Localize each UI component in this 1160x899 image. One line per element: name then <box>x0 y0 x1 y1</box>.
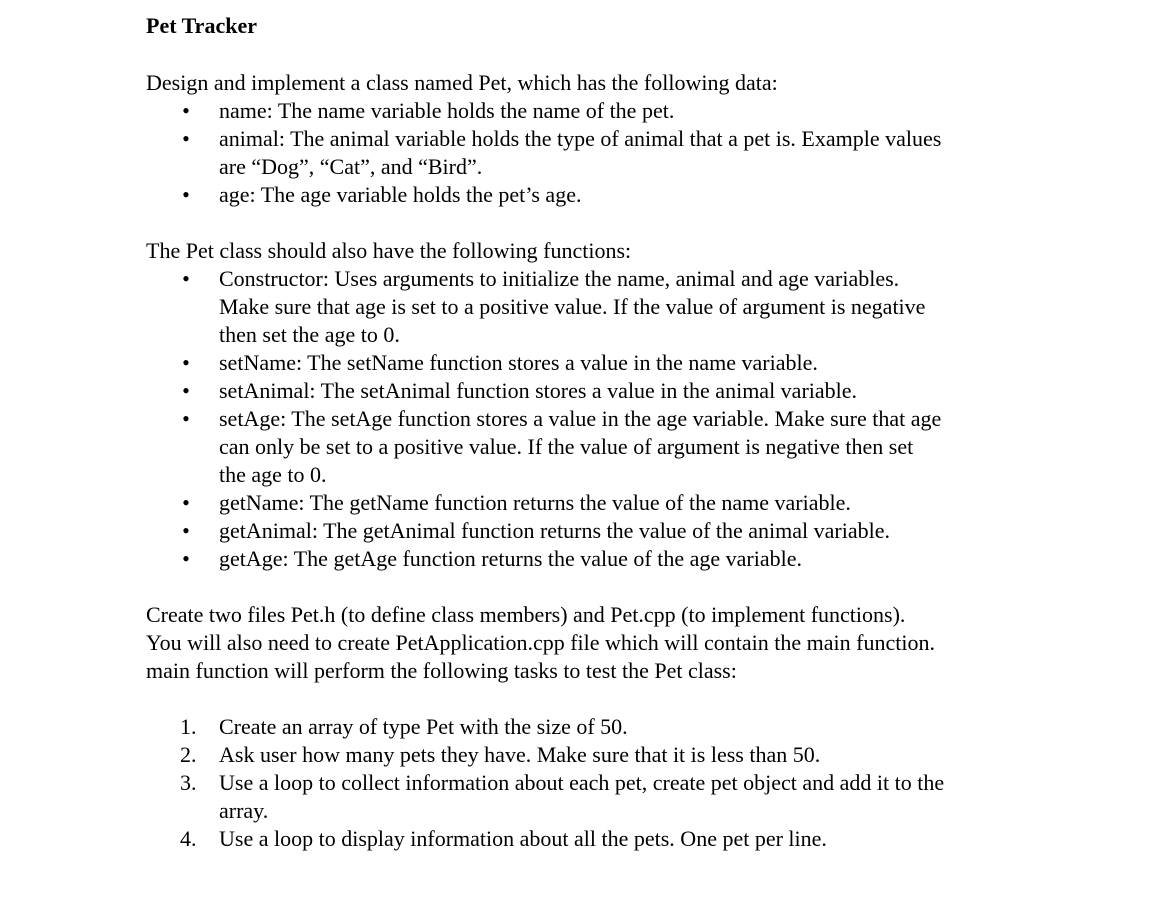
list-item-text: the age to 0. <box>219 462 327 487</box>
list-item-text: getName: The getName function returns the value of the name variable. <box>219 490 851 515</box>
list-item-text: setAge: The setAge function stores a value in the age variable. Make sure that age <box>219 406 942 431</box>
list-item-text: age: The age variable holds the pet’s age. <box>219 182 582 207</box>
list-number: 1. <box>180 714 197 739</box>
list-item-text: are “Dog”, “Cat”, and “Bird”. <box>219 154 483 179</box>
bullet-icon: • <box>182 98 190 123</box>
list-item <box>146 181 941 209</box>
list-item-text: setName: The setName function stores a value in the name variable. <box>219 350 818 375</box>
list-item-text: Constructor: Uses arguments to initialize the name, animal and age variables. <box>219 266 900 291</box>
list-item-text: then set the age to 0. <box>219 322 400 347</box>
bullet-icon: • <box>182 182 190 207</box>
list-item-text: getAnimal: The getAnimal function returns the value of the animal variable. <box>219 518 890 543</box>
bullet-icon: • <box>182 546 190 571</box>
list-item <box>146 517 941 545</box>
numbered-list-item <box>146 769 944 825</box>
numbered-list-item <box>146 713 944 741</box>
list-item-text: Use a loop to collect information about each pet, create pet object and add it to the <box>219 770 945 795</box>
functions-list <box>146 265 941 573</box>
bullet-icon: • <box>182 406 190 431</box>
data-members-list <box>146 97 941 209</box>
bullet-icon: • <box>182 266 190 291</box>
list-item <box>146 349 941 377</box>
paragraph-line: Create two files Pet.h (to define class members) and Pet.cpp (to implement functions). <box>146 602 906 627</box>
list-item <box>146 489 941 517</box>
bullet-icon: • <box>182 378 190 403</box>
data-intro-paragraph: Design and implement a class named Pet, which has the following data: <box>146 70 778 95</box>
paragraph-line: main function will perform the following tasks to test the Pet class: <box>146 658 737 683</box>
list-item-text: name: The name variable holds the name of the pet. <box>219 98 675 123</box>
list-item <box>146 377 941 405</box>
list-item-text: setAnimal: The setAnimal function stores a value in the animal variable. <box>219 378 858 403</box>
bullet-icon: • <box>182 518 190 543</box>
list-item <box>146 97 941 125</box>
list-number: 4. <box>180 826 197 851</box>
list-item <box>146 125 941 181</box>
list-number: 3. <box>180 770 197 795</box>
list-item-text: Use a loop to display information about all the pets. One pet per line. <box>219 826 827 851</box>
files-paragraph <box>146 601 935 685</box>
document-title: Pet Tracker <box>146 13 257 38</box>
paragraph-line: You will also need to create PetApplication.cpp file which will contain the main function. <box>146 630 935 655</box>
list-item <box>146 405 941 489</box>
bullet-icon: • <box>182 350 190 375</box>
list-item-text: Create an array of type Pet with the size of 50. <box>219 714 628 739</box>
list-number: 2. <box>180 742 197 767</box>
list-item-text: array. <box>219 798 269 823</box>
list-item-text: getAge: The getAge function returns the value of the age variable. <box>219 546 802 571</box>
numbered-list-item <box>146 741 944 769</box>
list-item-text: animal: The animal variable holds the type of animal that a pet is. Example values <box>219 126 942 151</box>
list-item <box>146 265 941 349</box>
tasks-list <box>146 713 944 853</box>
list-item-text: Make sure that age is set to a positive value. If the value of argument is negative <box>219 294 926 319</box>
bullet-icon: • <box>182 126 190 151</box>
bullet-icon: • <box>182 490 190 515</box>
list-item <box>146 545 941 573</box>
functions-intro-paragraph: The Pet class should also have the following functions: <box>146 238 632 263</box>
list-item-text: Ask user how many pets they have. Make sure that it is less than 50. <box>219 742 821 767</box>
list-item-text: can only be set to a positive value. If the value of argument is negative then set <box>219 434 914 459</box>
numbered-list-item <box>146 825 944 853</box>
